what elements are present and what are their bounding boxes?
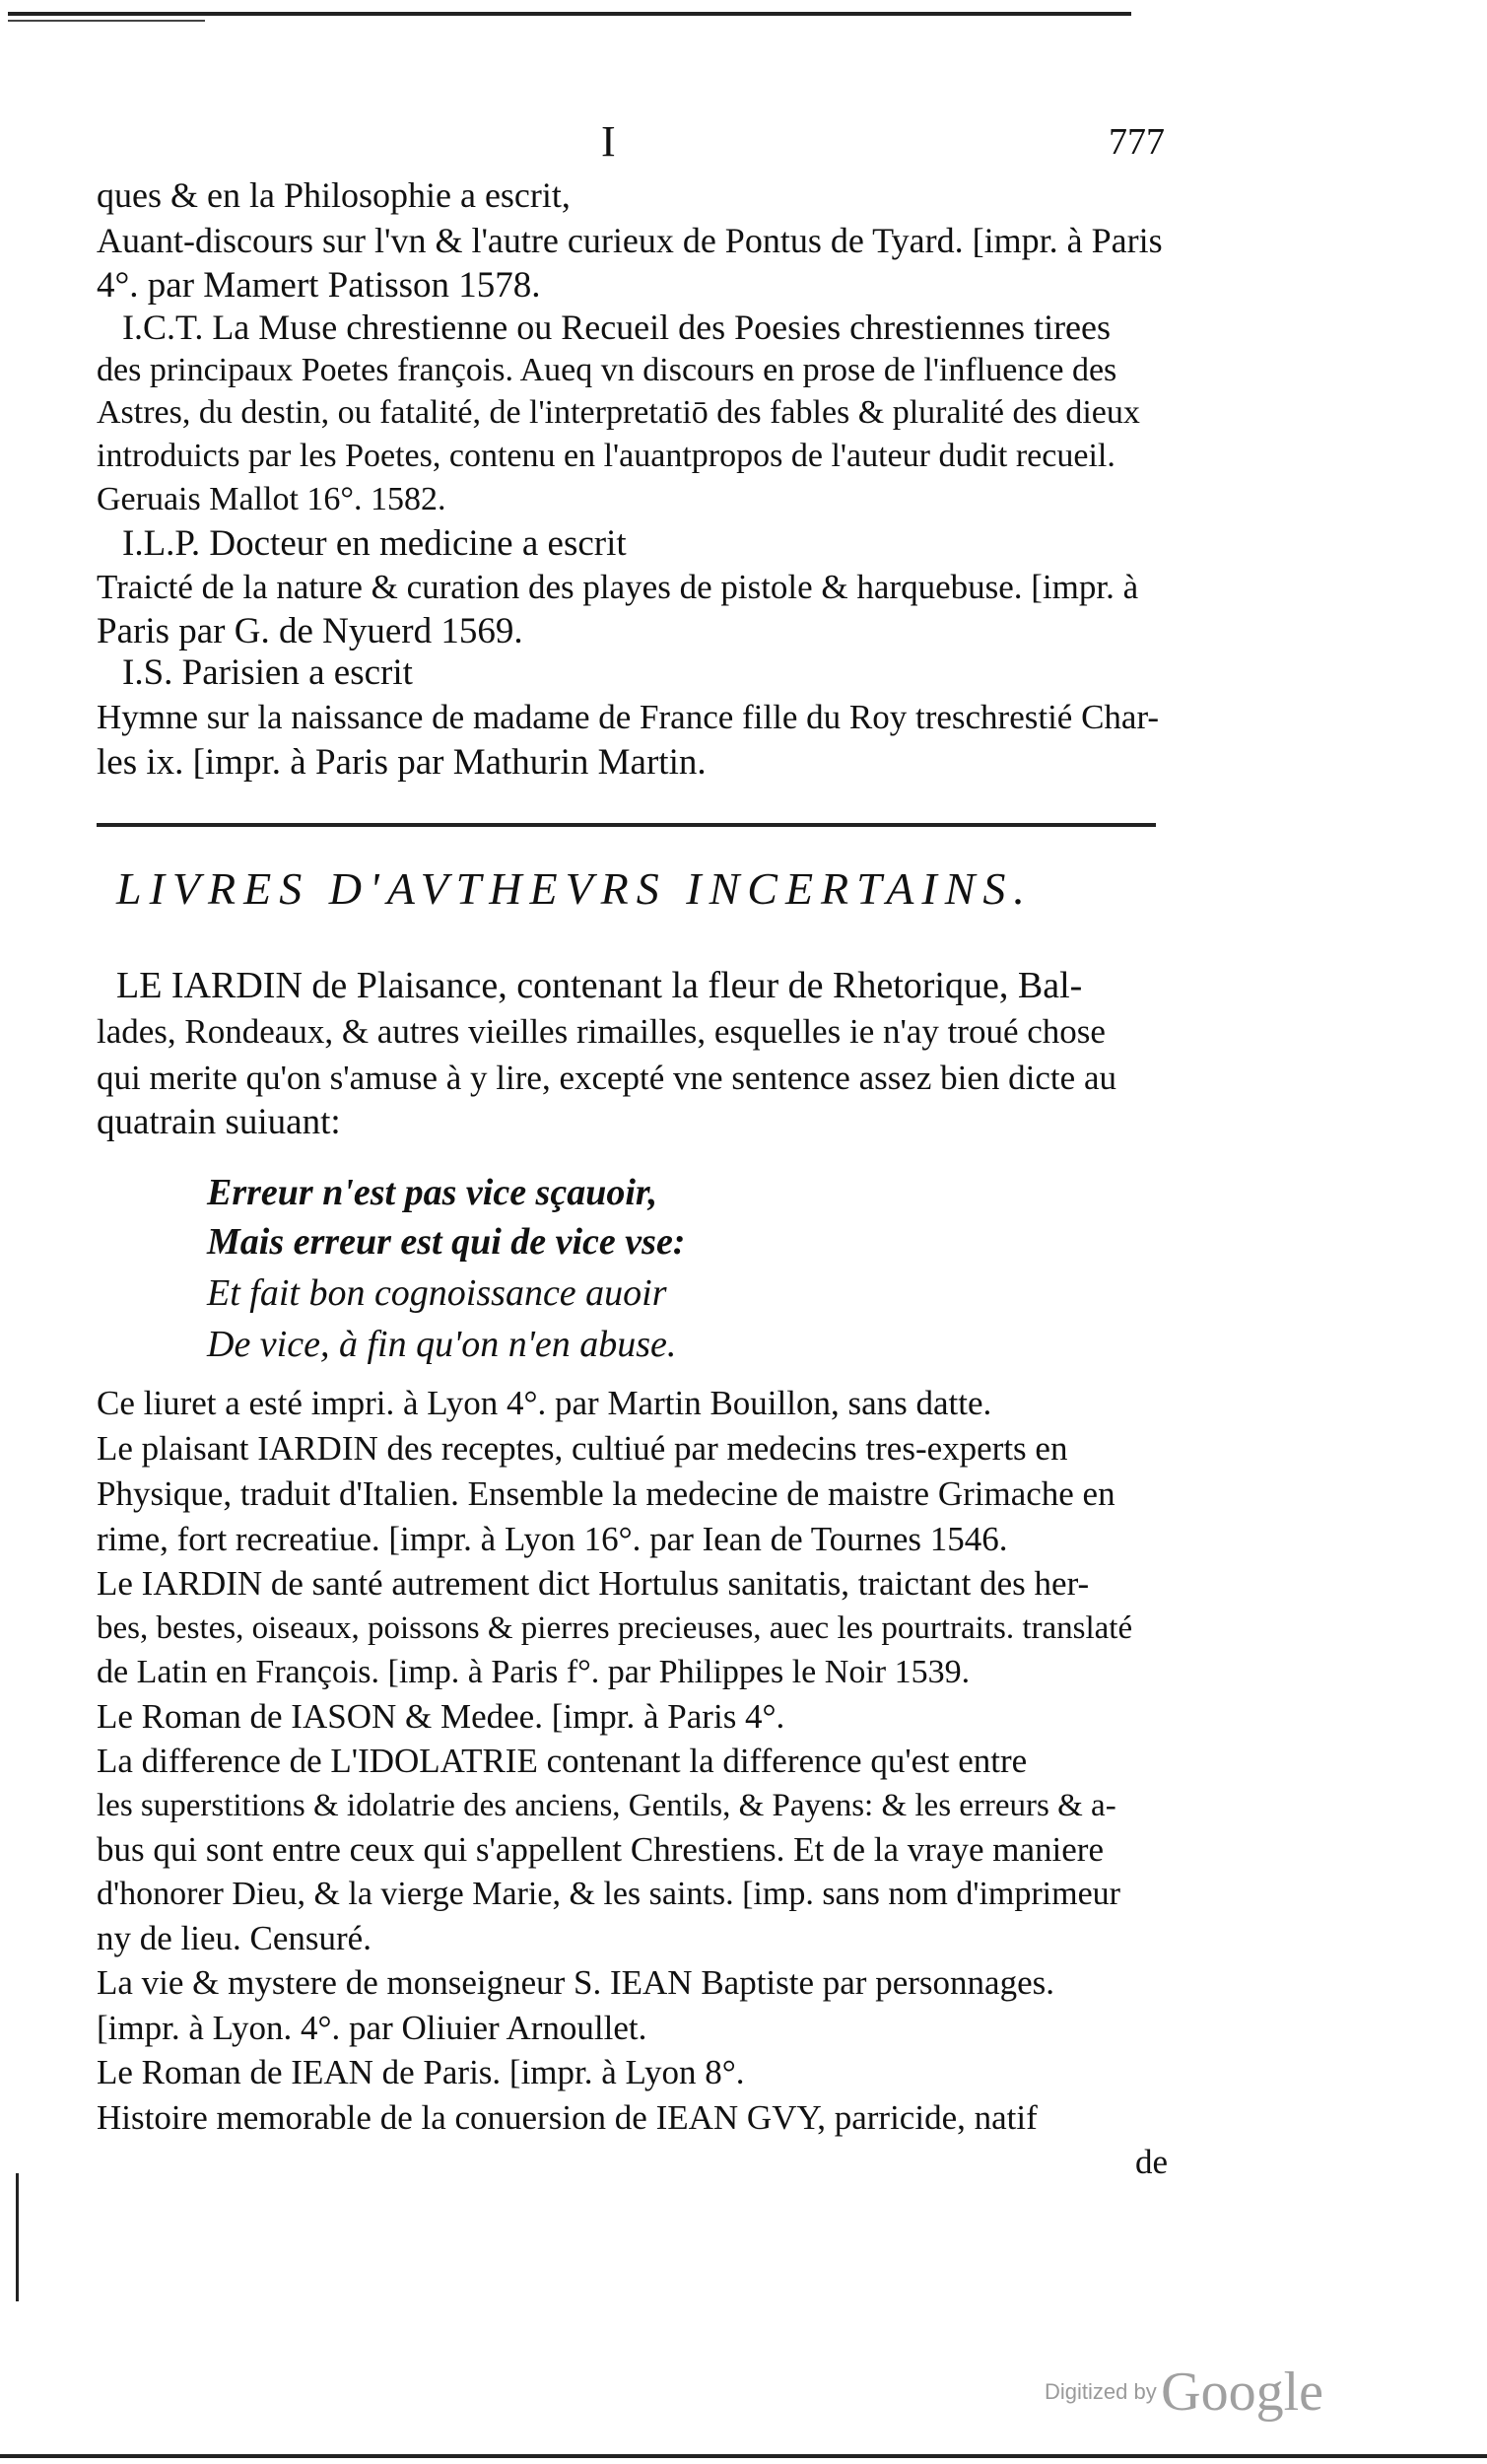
text-line: 4°. par Mamert Patisson 1578. — [97, 265, 541, 306]
text-line: de Latin en François. [imp. à Paris f°. par Philippes le Noir 1539. — [97, 1654, 971, 1690]
top-edge-rule-short — [8, 20, 205, 22]
text-line: Ce liuret a esté impri. à Lyon 4°. par Martin Bouillon, sans datte. — [97, 1384, 992, 1422]
text-line: Le IARDIN de santé autrement dict Hortulus sanitatis, traictant des her- — [97, 1564, 1090, 1603]
margin-mark — [16, 2173, 19, 2301]
text-line: La vie & mystere de monseigneur S. IEAN Baptiste par personnages. — [97, 1963, 1054, 2002]
text-line: quatrain suiuant: — [97, 1102, 341, 1142]
text-line: bus qui sont entre ceux qui s'appellent Chrestiens. Et de la vraye maniere — [97, 1830, 1104, 1869]
text-line: LE IARDIN de Plaisance, contenant la fleur de Rhetorique, Bal- — [116, 965, 1083, 1006]
text-line: Auant-discours sur l'vn & l'autre curieux de Pontus de Tyard. [impr. à Paris — [97, 221, 1163, 260]
text-line: ny de lieu. Censuré. — [97, 1919, 372, 1957]
text-line: Histoire memorable de la conuersion de IEAN GVY, parricide, natif — [97, 2098, 1038, 2137]
verse-line: Mais erreur est qui de vice vse: — [207, 1221, 686, 1263]
text-line: Le Roman de IEAN de Paris. [impr. à Lyon 8°. — [97, 2053, 745, 2091]
top-edge-rule — [8, 12, 1131, 16]
text-line: les ix. [impr. à Paris par Mathurin Martin. — [97, 742, 707, 783]
text-line: I.C.T. La Muse chrestienne ou Recueil des Poesies chrestiennes tirees — [122, 308, 1112, 347]
watermark-prefix: Digitized by — [1045, 2379, 1157, 2404]
watermark-brand: Google — [1161, 2361, 1324, 2423]
verse-line: Erreur n'est pas vice sçauoir, — [207, 1172, 658, 1213]
text-line: bes, bestes, oiseaux, poissons & pierres precieuses, auec les pourtraits. translaté — [97, 1610, 1133, 1646]
text-line: ques & en la Philosophie a escrit, — [97, 175, 571, 215]
section-heading: LIVRES D'AVTHEVRS INCERTAINS. — [116, 863, 1033, 914]
section-divider — [97, 823, 1156, 827]
text-line: Astres, du destin, ou fatalité, de l'interpretatiō des fables & pluralité des dieux — [97, 394, 1140, 431]
page-number: 777 — [1109, 121, 1165, 163]
text-line: I.L.P. Docteur en medicine a escrit — [122, 523, 627, 564]
verse-line: Et fait bon cognoissance auoir — [207, 1272, 667, 1314]
bottom-edge-rule — [0, 2454, 1487, 2458]
text-line: Physique, traduit d'Italien. Ensemble la medecine de maistre Grimache en — [97, 1474, 1115, 1513]
text-line: Paris par G. de Nyuerd 1569. — [97, 611, 523, 651]
text-line: [impr. à Lyon. 4°. par Oliuier Arnoullet. — [97, 2009, 647, 2047]
text-line: Le plaisant IARDIN des receptes, cultiué par medecins tres-experts en — [97, 1429, 1068, 1468]
text-line: Hymne sur la naissance de madame de France fille du Roy treschrestié Char- — [97, 698, 1160, 736]
text-line: lades, Rondeaux, & autres vieilles rimailles, esquelles ie n'ay troué chose — [97, 1012, 1106, 1051]
text-line: qui merite qu'on s'amuse à y lire, excepté vne sentence assez bien dicte au — [97, 1059, 1116, 1097]
text-line: Le Roman de IASON & Medee. [impr. à Paris 4°. — [97, 1697, 785, 1736]
digitized-watermark — [1045, 2361, 1323, 2424]
text-line: I.S. Parisien a escrit — [122, 652, 413, 693]
text-line: les superstitions & idolatrie des anciens, Gentils, & Payens: & les erreurs & a- — [97, 1788, 1116, 1823]
text-line: La difference de L'IDOLATRIE contenant la difference qu'est entre — [97, 1742, 1028, 1780]
text-line: rime, fort recreatiue. [impr. à Lyon 16°. par Iean de Tournes 1546. — [97, 1520, 1008, 1558]
catchword: de — [1135, 2143, 1169, 2181]
text-line: Traicté de la nature & curation des playes de pistole & harquebuse. [impr. à — [97, 568, 1139, 606]
text-line: Geruais Mallot 16°. 1582. — [97, 481, 446, 517]
signature-mark: I — [601, 117, 616, 166]
text-line: d'honorer Dieu, & la vierge Marie, & les saints. [imp. sans nom d'imprimeur — [97, 1876, 1120, 1912]
verse-line: De vice, à fin qu'on n'en abuse. — [207, 1324, 677, 1365]
text-line: des principaux Poetes françois. Aueq vn discours en prose de l'influence des — [97, 352, 1117, 388]
text-line: introduicts par les Poetes, contenu en l'auantpropos de l'auteur dudit recueil. — [97, 438, 1115, 474]
